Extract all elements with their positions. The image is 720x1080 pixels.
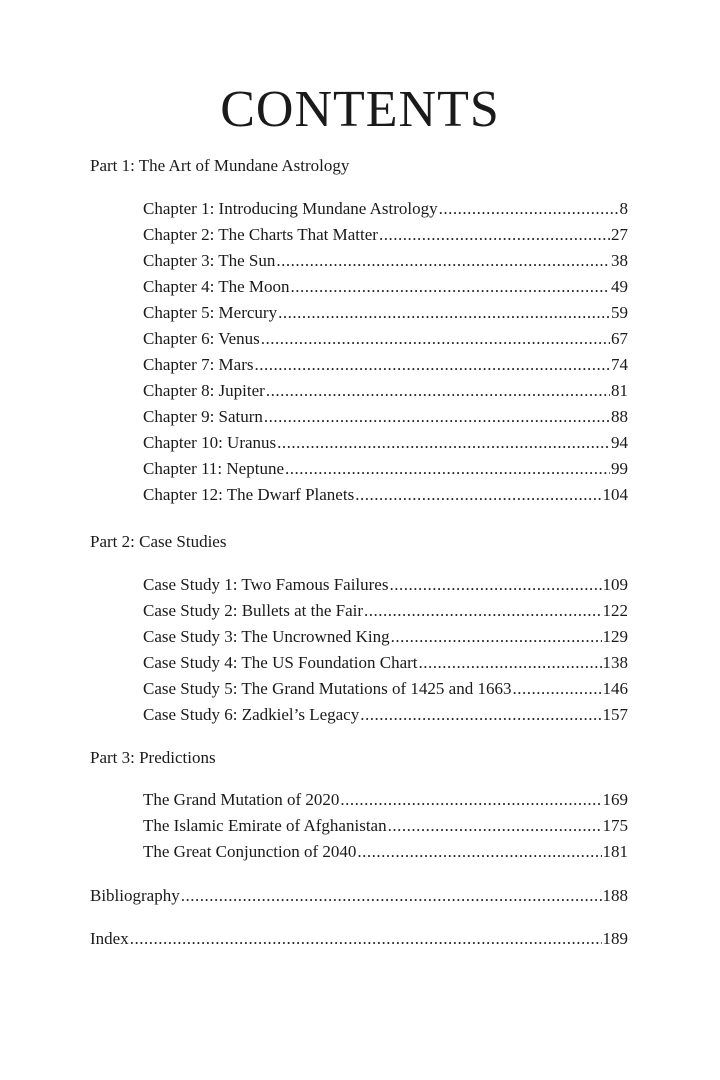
dot-leader [364,601,601,621]
entry-label: Chapter 5: Mercury [143,303,278,322]
dot-leader [419,653,602,673]
toc-entry[interactable] [143,816,628,836]
page-title: CONTENTS [220,81,500,138]
toc-entry-index[interactable] [90,929,628,949]
toc-entry[interactable] [143,653,628,673]
part-title: Part 1: The Art of Mundane Astrology [90,156,350,175]
entry-page-number: 146 [602,679,628,698]
part-title: Part 2: Case Studies [90,532,227,551]
toc-entry[interactable] [143,433,628,453]
toc-entry[interactable] [143,705,628,725]
entry-label: Chapter 10: Uranus [143,433,277,452]
toc-entry[interactable] [143,381,628,401]
entry-page-number: 129 [602,627,628,646]
entry-label: Case Study 3: The Uncrowned King [143,627,390,646]
entry-page-number: 49 [611,277,628,296]
toc-entry[interactable] [143,251,628,271]
dot-leader [277,433,610,453]
dot-leader [389,575,601,595]
dot-leader [266,381,610,401]
dot-leader [340,790,601,810]
entry-label: Case Study 1: Two Famous Failures [143,575,389,594]
entry-page-number: 94 [611,433,628,452]
toc-entry[interactable] [143,679,628,699]
dot-leader [181,886,602,906]
toc-entry-bibliography[interactable] [90,886,628,906]
entry-label: Chapter 9: Saturn [143,407,263,426]
entry-label: Bibliography [90,886,180,905]
entry-label: Chapter 4: The Moon [143,277,290,296]
toc-entry[interactable] [143,277,628,297]
entry-label: Chapter 1: Introducing Mundane Astrology [143,199,438,218]
entry-label: The Great Conjunction of 2040 [143,842,357,861]
entry-label: Chapter 11: Neptune [143,459,284,478]
entry-page-number: 74 [611,355,628,374]
entry-page-number: 104 [602,485,628,504]
entry-label: Chapter 6: Venus [143,329,260,348]
entry-label: Chapter 12: The Dwarf Planets [143,485,355,504]
dot-leader [360,705,601,725]
entry-page-number: 99 [611,459,628,478]
dot-leader [264,407,610,427]
entry-label: The Grand Mutation of 2020 [143,790,340,809]
entry-page-number: 157 [602,705,628,724]
entry-label: Case Study 6: Zadkiel’s Legacy [143,705,360,724]
toc-entry[interactable] [143,329,628,349]
toc-entry[interactable] [143,407,628,427]
dot-leader [261,329,610,349]
entry-page-number: 189 [602,929,628,948]
entry-label: Chapter 3: The Sun [143,251,276,270]
toc-entry[interactable] [143,601,628,621]
dot-leader [357,842,601,862]
dot-leader [388,816,602,836]
entry-label: Chapter 8: Jupiter [143,381,265,400]
entry-label: Index [90,929,129,948]
entry-label: Case Study 4: The US Foundation Chart [143,653,418,672]
entry-page-number: 122 [602,601,628,620]
dot-leader [512,679,601,699]
dot-leader [391,627,602,647]
toc-entry[interactable] [143,790,628,810]
entry-page-number: 8 [619,199,628,218]
dot-leader [291,277,610,297]
toc-entry[interactable] [143,225,628,245]
part-title: Part 3: Predictions [90,748,216,767]
toc-entry[interactable] [143,459,628,479]
entry-page-number: 88 [611,407,628,426]
entry-page-number: 138 [602,653,628,672]
toc-entry[interactable] [143,575,628,595]
entry-page-number: 175 [602,816,628,835]
entry-page-number: 169 [602,790,628,809]
entry-label: Chapter 2: The Charts That Matter [143,225,378,244]
entry-page-number: 59 [611,303,628,322]
dot-leader [379,225,610,245]
toc-entry[interactable] [143,355,628,375]
toc-entry[interactable] [143,199,628,219]
toc-entry[interactable] [143,627,628,647]
entry-page-number: 181 [602,842,628,861]
entry-page-number: 67 [611,329,628,348]
dot-leader [278,303,610,323]
toc-entry[interactable] [143,842,628,862]
entry-page-number: 81 [611,381,628,400]
dot-leader [355,485,601,505]
entry-label: Case Study 5: The Grand Mutations of 1425 and 1663 [143,679,512,698]
dot-leader [130,929,602,949]
toc-entry[interactable] [143,303,628,323]
dot-leader [276,251,610,271]
dot-leader [439,199,619,219]
entry-page-number: 27 [611,225,628,244]
toc-entry[interactable] [143,485,628,505]
entry-label: Case Study 2: Bullets at the Fair [143,601,364,620]
dot-leader [254,355,610,375]
entry-label: The Islamic Emirate of Afghanistan [143,816,387,835]
entry-page-number: 109 [602,575,628,594]
entry-page-number: 188 [602,886,628,905]
entry-page-number: 38 [611,251,628,270]
dot-leader [285,459,610,479]
entry-label: Chapter 7: Mars [143,355,254,374]
